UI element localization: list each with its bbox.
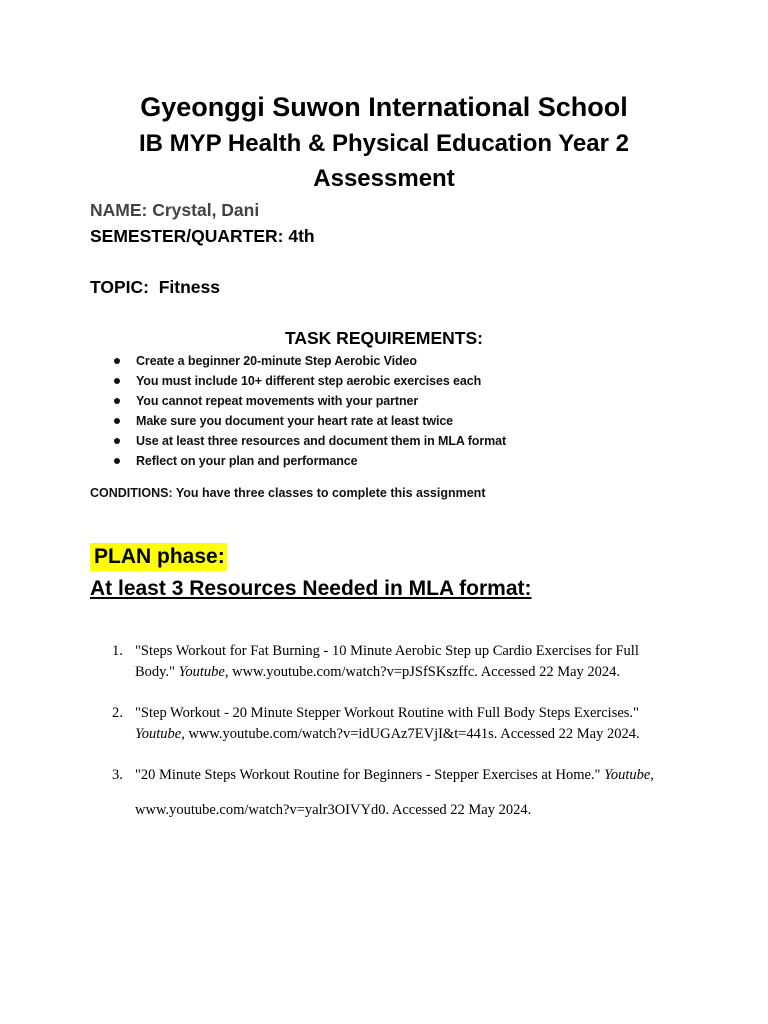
reference-container: Youtube — [135, 726, 182, 742]
reference-number: 3. — [112, 767, 123, 783]
reference-url: , www.youtube.com/watch?v=idUGAz7EVjI&t=441s. Accessed 22 May 2024. — [181, 726, 640, 742]
name-field — [90, 200, 259, 221]
bullet-icon — [114, 398, 120, 404]
bullet-icon — [114, 438, 120, 444]
bullet-icon — [114, 458, 120, 464]
course-title: IB MYP Health & Physical Education Year 2 — [139, 130, 629, 157]
resources-heading: At least 3 Resources Needed in MLA format: — [90, 577, 532, 600]
name-label: NAME: — [90, 200, 148, 220]
bullet-icon — [114, 358, 120, 364]
reference-item — [112, 641, 672, 683]
list-item: Make sure you document your heart rate at least twice — [112, 412, 506, 432]
plan-phase-heading: PLAN phase: — [90, 543, 227, 571]
semester-field — [90, 226, 315, 247]
reference-number: 2. — [112, 705, 123, 721]
list-item: You cannot repeat movements with your partner — [112, 392, 506, 412]
reference-item — [112, 703, 672, 745]
semester-value: 4th — [288, 226, 315, 246]
list-item: Use at least three resources and document them in MLA format — [112, 432, 506, 452]
reference-item — [112, 765, 672, 821]
reference-url: , www.youtube.com/watch?v=pJSfSKszffc. Accessed 22 May 2024. — [224, 664, 621, 680]
conditions-text: CONDITIONS: You have three classes to complete this assignment — [90, 486, 486, 500]
bullet-icon — [114, 418, 120, 424]
reference-container: Youtube — [178, 664, 225, 680]
task-requirements-heading: TASK REQUIREMENTS: — [284, 328, 483, 348]
school-title: Gyeonggi Suwon International School — [140, 92, 628, 122]
topic-label: TOPIC: — [90, 277, 149, 297]
topic-field — [90, 277, 220, 298]
reference-container: Youtube — [604, 767, 651, 783]
reference-url: www.youtube.com/watch?v=yalr3OIVYd0. Accessed 22 May 2024. — [135, 802, 532, 818]
references-list — [112, 641, 672, 821]
reference-title: "20 Minute Steps Workout Routine for Beginners - Stepper Exercises at Home." — [135, 767, 601, 783]
assessment-title: Assessment — [313, 165, 455, 192]
reference-comma: , — [650, 767, 654, 783]
name-value: Crystal, Dani — [152, 200, 260, 220]
reference-title: "Step Workout - 20 Minute Stepper Workout Routine with Full Body Steps Exercises." — [135, 705, 639, 721]
reference-number: 1. — [112, 643, 123, 659]
list-item: You must include 10+ different step aerobic exercises each — [112, 372, 506, 392]
reference-title: "Steps Workout for Fat Burning - 10 Minute Aerobic Step up Cardio Exercises for Full Body." — [135, 643, 639, 680]
topic-value: Fitness — [158, 277, 221, 297]
semester-label: SEMESTER/QUARTER: — [90, 226, 284, 246]
list-item: Reflect on your plan and performance — [112, 452, 506, 472]
task-requirements-list — [112, 352, 506, 472]
bullet-icon — [114, 378, 120, 384]
list-item: Create a beginner 20-minute Step Aerobic Video — [112, 352, 506, 372]
